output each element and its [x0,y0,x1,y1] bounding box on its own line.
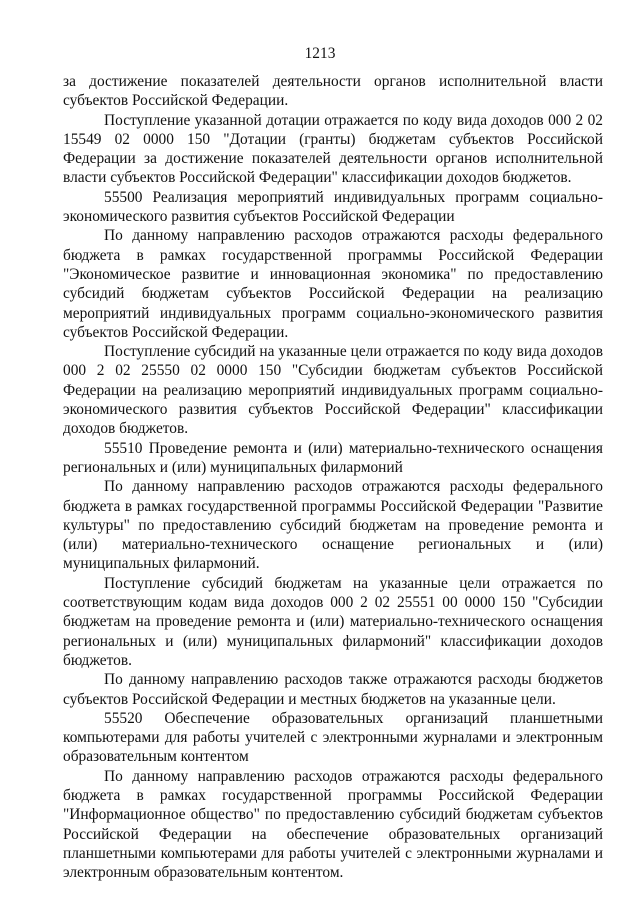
paragraph-continuation: за достижение показателей деятельности органов исполнительной власти субъектов Российской Федерации. [63,73,603,110]
paragraph-55520-expenses: По данному направлению расходов отражаются расходы федерального бюджета в рамках государственной программы Российской Федерации "Информационное общество" по предоставлению субсидий бюджетам субъектов Российской Федерации на обеспечение образовательных организаций планшетными компьютерами для работы учителей с электронными журналами и электронным образовательным контентом. [63,767,603,882]
paragraph-55500-income: Поступление субсидий на указанные цели отражается по коду вида доходов 000 2 02 25550 02 0000 150 "Субсидии бюджетам субъектов Российской Федерации на реализацию мероприятий индивидуальных программ социально-экономического развития субъектов Российской Федерации" классификации доходов бюджетов. [63,343,603,438]
page-number: 1213 [304,45,336,62]
paragraph-income-subsidy-note: Поступление указанной дотации отражается по коду вида доходов 000 2 02 15549 02 0000 150 "Дотации (гранты) бюджетам субъектов Российской Федерации за достижение показателей деятельности органов исполнительной власти субъектов Российской Федерации" классификации доходов бюджетов. [63,111,603,187]
paragraph-55510-regional: По данному направлению расходов также отражаются расходы бюджетов субъектов Российской Федерации и местных бюджетов на указанные цели. [63,671,603,708]
paragraph-55510-income: Поступление субсидий бюджетам на указанные цели отражается по соответствующим кодам вида доходов 000 2 02 25551 00 0000 150 "Субсидии бюджетам на проведение ремонта и (или) материально-технического оснащения региональных и (или) муниципальных филармоний" классификации доходов бюджетов. [63,574,603,669]
section-heading-55500: 55500 Реализация мероприятий индивидуальных программ социально-экономического развития субъектов Российской Федерации [63,188,603,226]
paragraph-55500-expenses: По данному направлению расходов отражаются расходы федерального бюджета в рамках государственной программы Российской Федерации "Экономическое развитие и инновационная экономика" по предоставлению субсидий бюджетам субъектов Российской Федерации на реализацию мероприятий индивидуальных программ социально-экономического развития субъектов Российской Федерации. [63,227,603,341]
section-heading-55520: 55520 Обеспечение образовательных организаций планшетными компьютерами для работы учителей с электронными журналами и электронным образовательным контентом [63,709,603,766]
paragraph-55510-expenses: По данному направлению расходов отражаются расходы федерального бюджета в рамках государственной программы Российской Федерации "Развитие культуры" по предоставлению субсидий бюджетам на проведение ремонта и (или) материально-технического оснащение региональных и (или) муниципальных филармоний. [63,478,603,573]
section-heading-55510: 55510 Проведение ремонта и (или) материально-технического оснащения региональных и (или) муниципальных филармоний [63,439,603,476]
document-body [63,72,603,882]
